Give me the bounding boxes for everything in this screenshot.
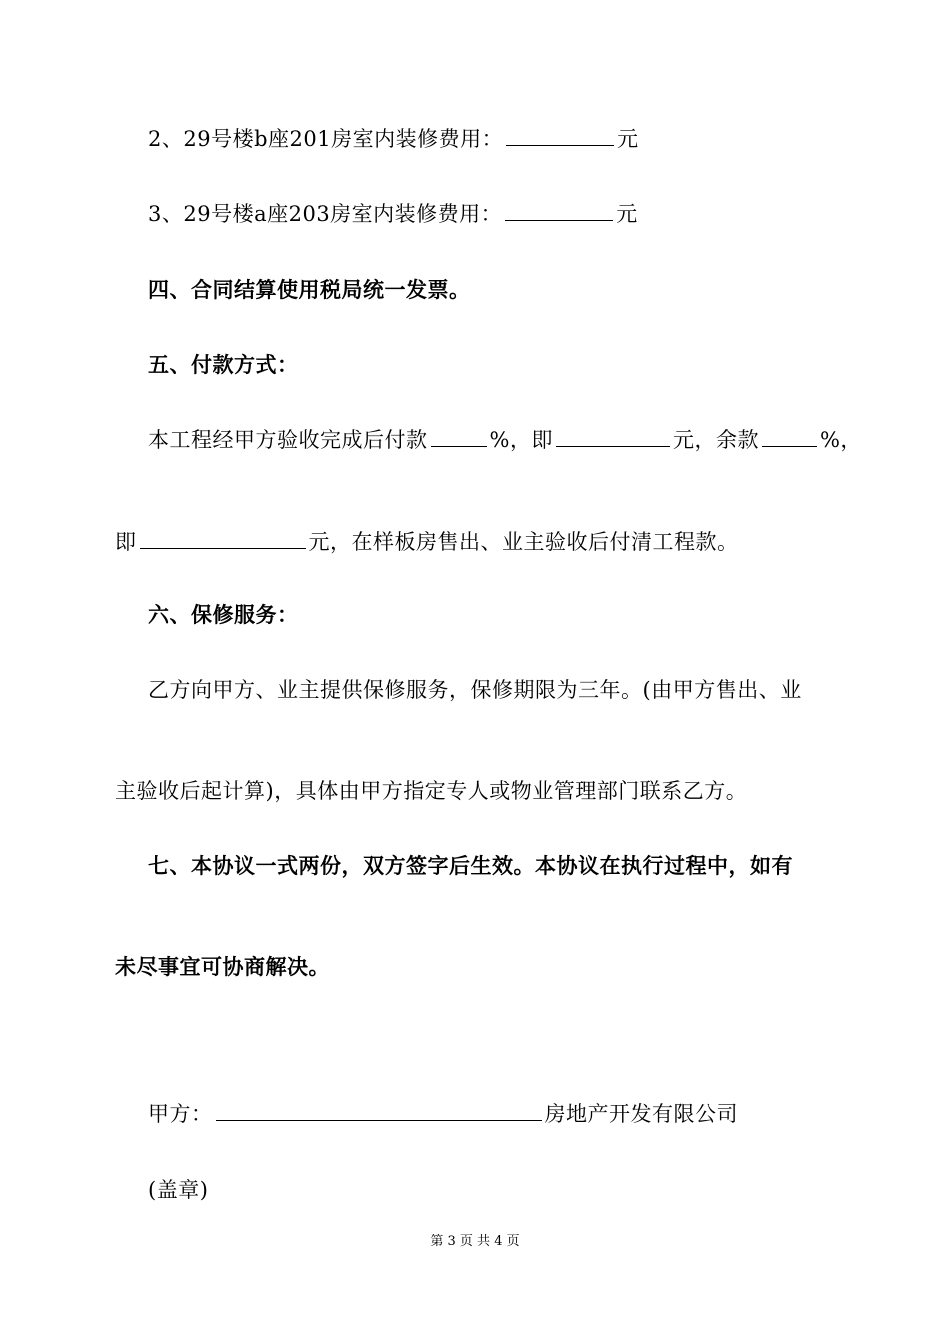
- payment-text-a: 本工程经甲方验收完成后付款: [148, 428, 428, 452]
- section-7-line-2: 未尽事宜可协商解决。: [115, 955, 330, 979]
- payment-text-f: 元，在样板房售出、业主验收后付清工程款。: [308, 530, 739, 554]
- payment-text-c: 元，余款: [672, 428, 759, 452]
- party-a-line: [148, 1099, 738, 1129]
- section-6-heading: 六、保修服务：: [148, 603, 299, 627]
- item-2-text: 2、29号楼b座201房室内装修费用：: [148, 127, 504, 151]
- item-3-unit: 元: [616, 202, 638, 226]
- payment-text-b: %，即: [489, 428, 553, 452]
- party-a-suffix: 房地产开发有限公司: [544, 1102, 738, 1126]
- payment-amount-blank: [556, 426, 670, 447]
- party-a-name-blank: [216, 1100, 542, 1121]
- warranty-line-2: 主验收后起计算)，具体由甲方指定专人或物业管理部门联系乙方。: [115, 779, 748, 803]
- payment-percent-blank: [431, 426, 487, 447]
- party-a-label: 甲方：: [148, 1102, 213, 1126]
- item-3-line: [148, 199, 638, 229]
- item-3-text: 3、29号楼a座203房室内装修费用：: [148, 202, 503, 226]
- warranty-line-1: 乙方向甲方、业主提供保修服务，保修期限为三年。(由甲方售出、业: [148, 678, 802, 702]
- balance-amount-blank: [140, 528, 306, 549]
- section-7-line-1: 七、本协议一式两份，双方签字后生效。本协议在执行过程中，如有: [148, 854, 793, 878]
- seal-label: (盖章): [148, 1178, 209, 1202]
- item-2-line: [148, 124, 639, 154]
- payment-text-d: %，: [819, 428, 862, 452]
- payment-line-1: [148, 425, 862, 455]
- payment-line-2: [115, 527, 739, 557]
- section-4-heading: 四、合同结算使用税局统一发票。: [148, 278, 471, 302]
- section-5-heading: 五、付款方式：: [148, 353, 299, 377]
- balance-percent-blank: [762, 426, 817, 447]
- item-2-amount-blank: [506, 125, 614, 146]
- page-footer: 第 3 页 共 4 页: [430, 1234, 520, 1249]
- item-2-unit: 元: [617, 127, 639, 151]
- payment-text-e: 即: [115, 530, 137, 554]
- item-3-amount-blank: [505, 200, 613, 221]
